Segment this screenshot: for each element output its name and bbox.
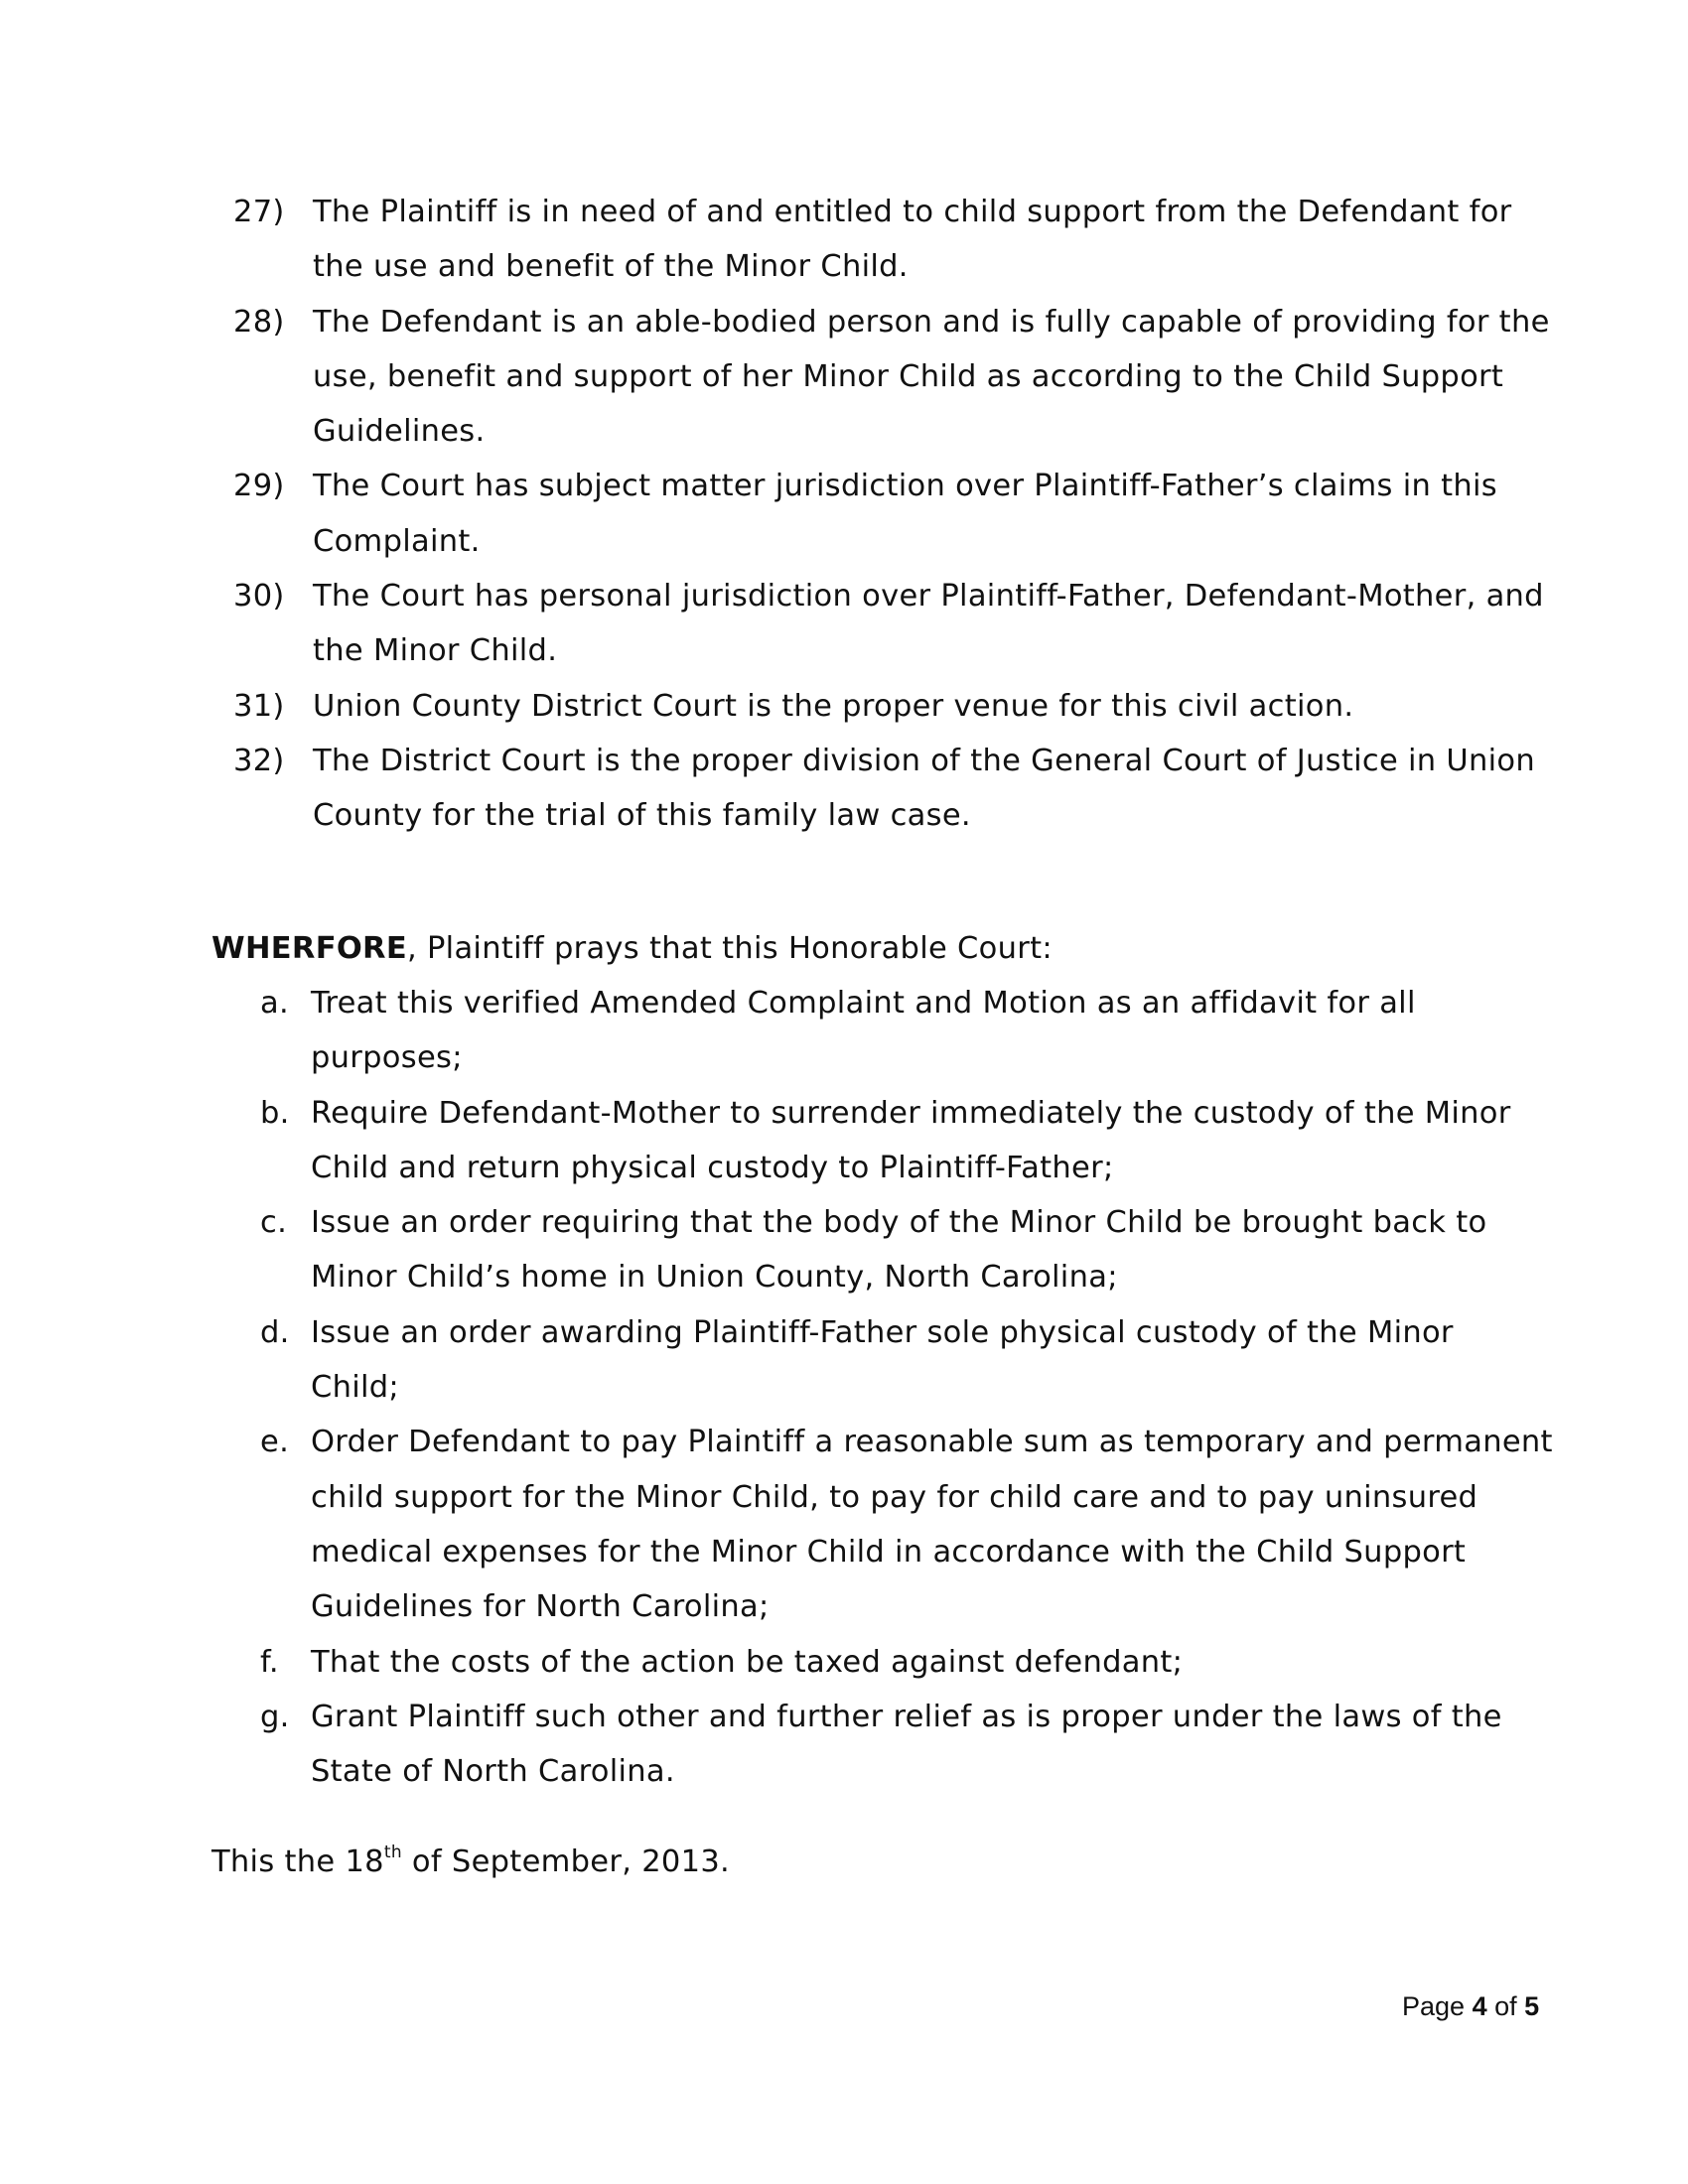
item-text-line: State of North Carolina. [311, 1754, 675, 1790]
item-number: 29) [233, 469, 285, 504]
item-letter: d. [260, 1314, 290, 1350]
page-label: Page [1402, 1991, 1473, 2021]
list-item [260, 1086, 1551, 1196]
list-item [260, 1690, 1551, 1800]
item-text-line: The Court has subject matter jurisdiction over Plaintiff-Father’s claims in this [313, 469, 1497, 504]
item-letter: b. [260, 1095, 290, 1131]
list-item [233, 734, 1544, 844]
item-text-line: That the costs of the action be taxed against defendant; [311, 1644, 1184, 1680]
item-letter: g. [260, 1699, 290, 1734]
item-text-line: Guidelines. [313, 414, 486, 450]
list-item [233, 185, 1544, 295]
item-text-line: Grant Plaintiff such other and further relief as is proper under the laws of the [311, 1699, 1502, 1734]
item-letter: f. [260, 1644, 279, 1680]
wherefore-heading: WHERFORE [211, 931, 407, 966]
page-total: 5 [1524, 1991, 1540, 2021]
item-number: 32) [233, 743, 285, 778]
item-text-line: County for the trial of this family law case. [313, 798, 971, 834]
item-text-line: Guidelines for North Carolina; [311, 1589, 770, 1625]
list-item [233, 679, 1544, 734]
list-item [260, 1195, 1551, 1305]
item-text-line: Union County District Court is the proper venue for this civil action. [313, 688, 1354, 724]
page-of-label: of [1486, 1991, 1525, 2021]
item-letter: e. [260, 1425, 290, 1460]
item-text-line: purposes; [311, 1040, 463, 1076]
page-footer [1402, 1991, 1539, 2022]
item-letter: a. [260, 986, 289, 1021]
item-text-line: The Defendant is an able-bodied person and is fully capable of providing for the [313, 304, 1550, 340]
list-item [260, 1415, 1551, 1634]
item-text-line: Complaint. [313, 523, 481, 559]
date-line [211, 1835, 730, 1889]
item-text-line: The Plaintiff is in need of and entitled to child support from the Defendant for [313, 195, 1512, 229]
item-text-line: Issue an order requiring that the body of the Minor Child be brought back to [311, 1205, 1487, 1241]
item-letter: c. [260, 1205, 288, 1241]
numbered-allegations [233, 185, 1550, 844]
item-text-line: Treat this verified Amended Complaint and Motion as an affidavit for all [311, 986, 1416, 1021]
list-item [233, 295, 1550, 460]
item-text-line: child support for the Minor Child, to pay for child care and to pay uninsured [311, 1479, 1478, 1515]
item-number: 27) [233, 195, 285, 229]
item-text-line: Require Defendant-Mother to surrender immediately the custody of the Minor [311, 1095, 1511, 1131]
date-ordinal-suffix: th [383, 1843, 402, 1862]
prayer-list [260, 976, 1551, 1799]
item-text-line: the Minor Child. [313, 633, 558, 669]
prayer-lead [211, 921, 1053, 976]
date-prefix: This the 18 [211, 1844, 384, 1879]
item-number: 28) [233, 304, 285, 340]
prayer-lead-text: , Plaintiff prays that this Honorable Court: [406, 931, 1053, 966]
item-text-line: Issue an order awarding Plaintiff-Father sole physical custody of the Minor [311, 1314, 1454, 1350]
date-suffix: of September, 2013. [401, 1844, 731, 1879]
list-item [260, 1305, 1551, 1416]
list-item [233, 569, 1544, 679]
list-item [260, 1635, 1551, 1690]
item-number: 30) [233, 579, 285, 614]
item-text-line: the use and benefit of the Minor Child. [313, 249, 909, 285]
item-text-line: Child; [311, 1370, 400, 1406]
item-text-line: Order Defendant to pay Plaintiff a reasonable sum as temporary and permanent [311, 1425, 1553, 1460]
item-text-line: Minor Child’s home in Union County, North Carolina; [311, 1260, 1118, 1296]
page-number: 4 [1472, 1991, 1487, 2021]
item-text-line: Child and return physical custody to Plaintiff-Father; [311, 1150, 1114, 1185]
item-text-line: The District Court is the proper division of the General Court of Justice in Union [313, 743, 1536, 778]
list-item [233, 459, 1544, 569]
item-number: 31) [233, 688, 285, 724]
item-text-line: medical expenses for the Minor Child in accordance with the Child Support [311, 1534, 1467, 1570]
item-text-line: use, benefit and support of her Minor Child as according to the Child Support [313, 358, 1504, 394]
item-text-line: The Court has personal jurisdiction over Plaintiff-Father, Defendant-Mother, and [313, 579, 1544, 614]
list-item [260, 976, 1551, 1086]
